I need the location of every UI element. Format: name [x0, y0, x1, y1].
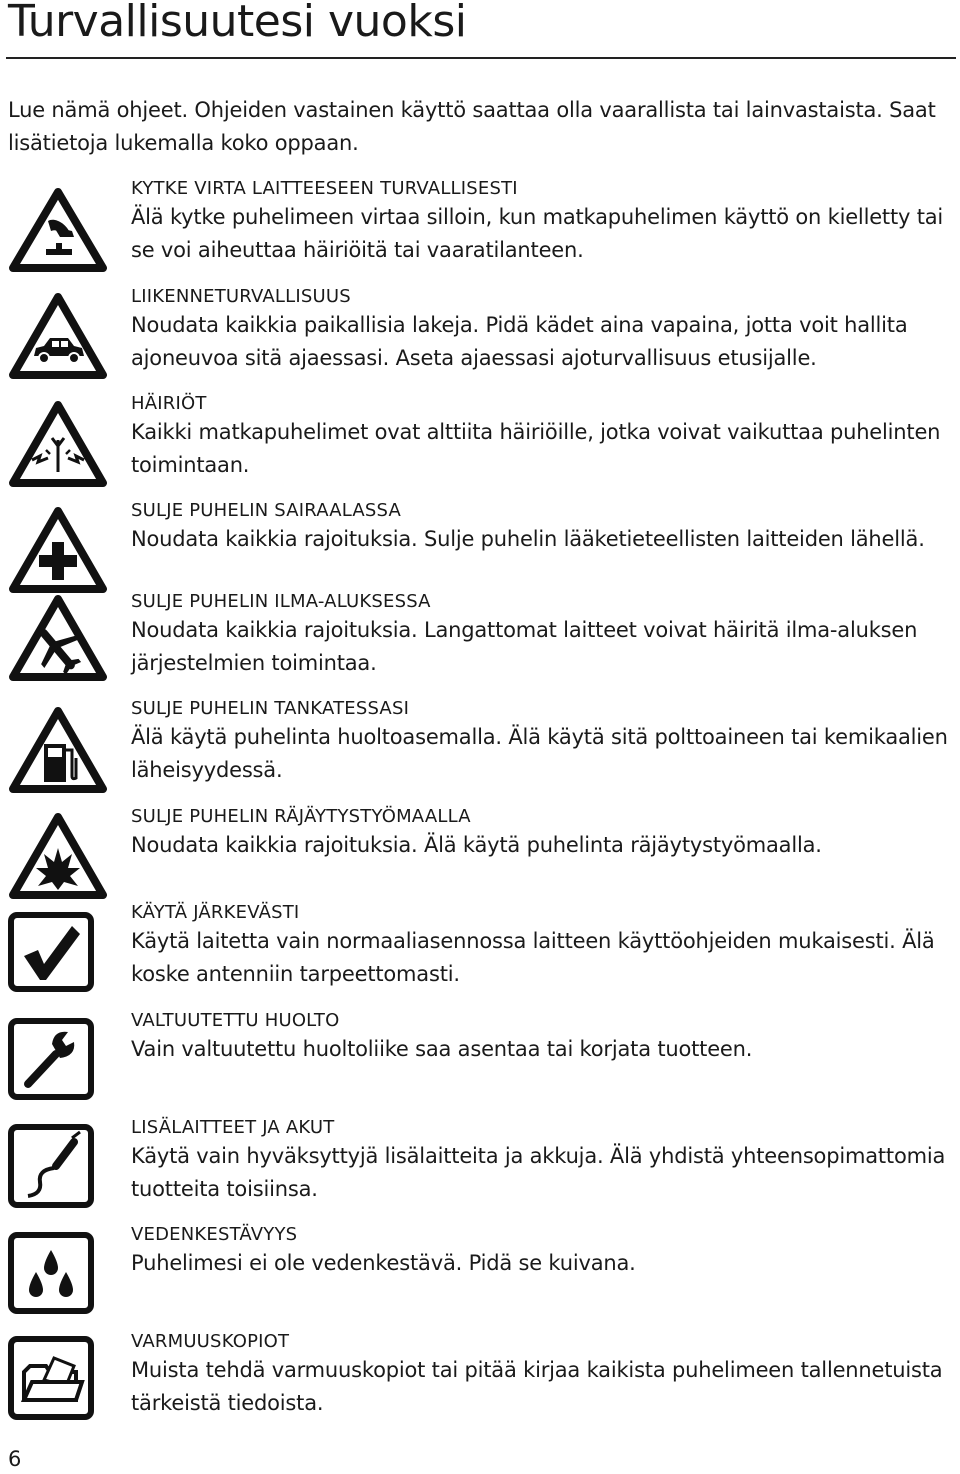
section-text: Noudata kaikkia rajoituksia. Älä käytä puhelinta räjäytystyömaalla. — [131, 833, 822, 857]
section-heading: LIIKENNETURVALLISUUS — [131, 286, 351, 307]
section-heading: KÄYTÄ JÄRKEVÄSTI — [131, 902, 300, 923]
checkmark-icon — [8, 912, 94, 992]
section-text: Käytä vain hyväksyttyjä lisälaitteita ja akkuja. Älä yhdistä yhteensopimattomia tuotteita toisiinsa. — [131, 1144, 946, 1201]
folder-icon — [8, 1336, 94, 1420]
airplane-icon — [8, 594, 108, 682]
hospital-cross-icon — [8, 506, 108, 594]
section-text: Noudata kaikkia rajoituksia. Langattomat laitteet voivat häiritä ilma-aluksen järjestelmien toimintaa. — [131, 618, 918, 675]
section-text: Käytä laitetta vain normaaliasennossa laitteen käyttöohjeiden mukaisesti. Älä koske antenniin tarpeettomasti. — [131, 929, 935, 986]
section-text: Noudata kaikkia paikallisia lakeja. Pidä kädet aina vapaina, jotta voit hallita ajoneuvoa sitä ajaessasi. Aseta ajaessasi ajoturvallisuus etusijalle. — [131, 313, 908, 370]
wrench-icon — [8, 1018, 94, 1100]
intro-text: Lue nämä ohjeet. Ohjeiden vastainen käyttö saattaa olla vaarallista tai lainvastaista. Saat lisätietoja lukemalla koko oppaan. — [8, 98, 936, 155]
section-text: Muista tehdä varmuuskopiot tai pitää kirjaa kaikista puhelimeen tallennetuista tärkeistä tiedoista. — [131, 1358, 943, 1415]
section-heading: SULJE PUHELIN ILMA-ALUKSESSA — [131, 591, 431, 612]
section-heading: VARMUUSKOPIOT — [131, 1331, 290, 1352]
section-heading: SULJE PUHELIN TANKATESSASI — [131, 698, 410, 719]
section-heading: KYTKE VIRTA LAITTEESEEN TURVALLISESTI — [131, 178, 518, 199]
charger-plug-icon — [8, 1124, 94, 1208]
section-text: Puhelimesi ei ole vedenkestävä. Pidä se kuivana. — [131, 1251, 636, 1275]
interference-antenna-icon — [8, 400, 108, 488]
section-heading: SULJE PUHELIN SAIRAALASSA — [131, 500, 402, 521]
section-text: Älä käytä puhelinta huoltoasemalla. Älä käytä sitä polttoaineen tai kemikaalien läheisyydessä. — [131, 725, 948, 782]
page-title: Turvallisuutesi vuoksi — [8, 0, 467, 47]
fuel-pump-icon — [8, 706, 108, 794]
car-icon — [8, 292, 108, 380]
explosion-icon — [8, 812, 108, 900]
page-number: 6 — [8, 1447, 22, 1471]
section-text: Vain valtuutettu huoltoliike saa asentaa tai korjata tuotteen. — [131, 1037, 753, 1061]
section-heading: HÄIRIÖT — [131, 393, 207, 414]
section-heading: VALTUUTETTU HUOLTO — [131, 1010, 340, 1031]
section-heading: SULJE PUHELIN RÄJÄYTYSTYÖMAALLA — [131, 806, 471, 827]
section-heading: VEDENKESTÄVYYS — [131, 1224, 298, 1245]
section-text: Kaikki matkapuhelimet ovat alttiita häiriöille, jotka voivat vaikuttaa puhelinten toimintaan. — [131, 420, 941, 477]
water-drops-icon — [8, 1232, 94, 1314]
switch-on-hand-icon — [8, 187, 108, 273]
section-text: Älä kytke puhelimeen virtaa silloin, kun matkapuhelimen käyttö on kielletty tai se voi aiheuttaa häiriöitä tai vaaratilanteen. — [131, 205, 944, 262]
section-text: Noudata kaikkia rajoituksia. Sulje puhelin lääketieteellisten laitteiden lähellä. — [131, 527, 925, 551]
title-divider — [6, 57, 956, 59]
section-heading: LISÄLAITTEET JA AKUT — [131, 1117, 335, 1138]
